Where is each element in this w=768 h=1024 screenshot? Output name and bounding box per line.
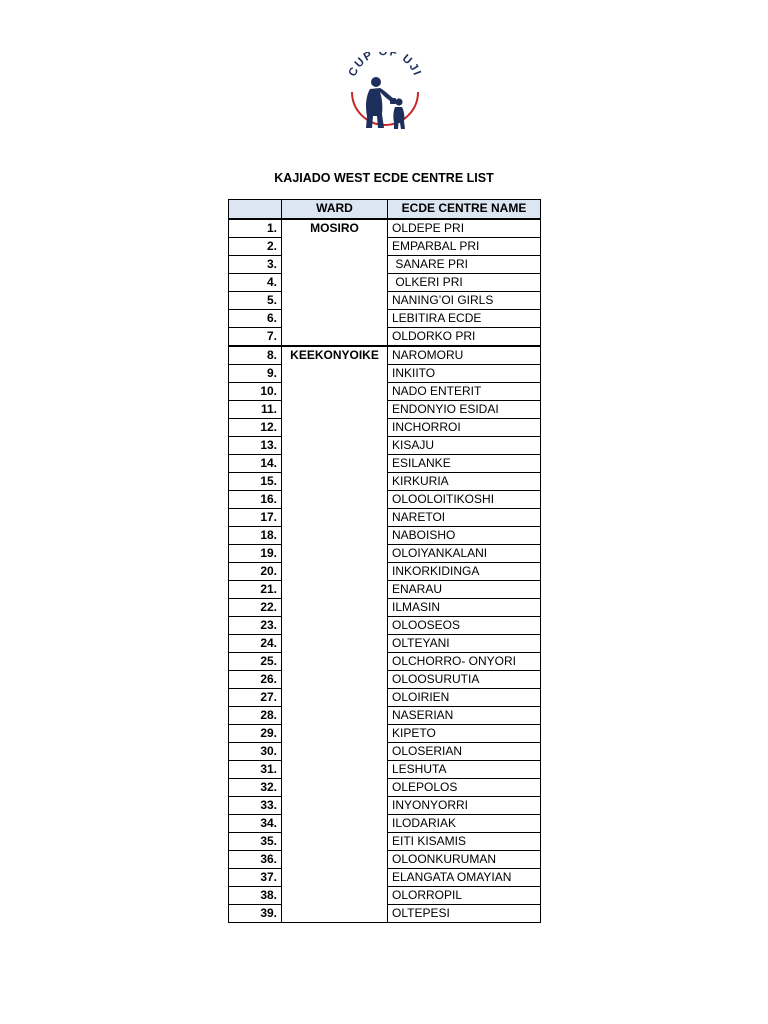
centre-name: INCHORROI: [388, 418, 541, 436]
row-number: 9.: [229, 364, 282, 382]
centre-name: NARETOI: [388, 508, 541, 526]
row-number: 31.: [229, 760, 282, 778]
row-number: 5.: [229, 291, 282, 309]
adult-figure-icon: [366, 77, 394, 128]
centre-name: OLEPOLOS: [388, 778, 541, 796]
centre-name: ENARAU: [388, 580, 541, 598]
row-number: 7.: [229, 327, 282, 346]
row-number: 20.: [229, 562, 282, 580]
row-number: 17.: [229, 508, 282, 526]
row-number: 13.: [229, 436, 282, 454]
row-number: 16.: [229, 490, 282, 508]
centre-name: OLTEYANI: [388, 634, 541, 652]
row-number: 10.: [229, 382, 282, 400]
row-number: 26.: [229, 670, 282, 688]
centre-name: EITI KISAMIS: [388, 832, 541, 850]
row-number: 3.: [229, 255, 282, 273]
row-number: 4.: [229, 273, 282, 291]
table-header-row: [229, 200, 541, 219]
ecde-centre-table: [228, 199, 541, 923]
centre-name: LEBITIRA ECDE: [388, 309, 541, 327]
centre-name: OLOIRIEN: [388, 688, 541, 706]
row-number: 27.: [229, 688, 282, 706]
centre-name: OLOOSEOS: [388, 616, 541, 634]
centre-name: NAROMORU: [388, 346, 541, 365]
row-number: 8.: [229, 346, 282, 365]
row-number: 38.: [229, 886, 282, 904]
row-number: 21.: [229, 580, 282, 598]
cup-icon: [390, 98, 396, 104]
logo-text: CUP OF UJI: [346, 52, 424, 79]
row-number: 6.: [229, 309, 282, 327]
row-number: 22.: [229, 598, 282, 616]
row-number: 11.: [229, 400, 282, 418]
row-number: 33.: [229, 796, 282, 814]
row-number: 30.: [229, 742, 282, 760]
header-ward: WARD: [282, 200, 388, 219]
centre-name: OLDORKO PRI: [388, 327, 541, 346]
centre-name: KIRKURIA: [388, 472, 541, 490]
ward-name: KEEKONYOIKE: [282, 346, 388, 923]
centre-name: ENDONYIO ESIDAI: [388, 400, 541, 418]
centre-name: OLOONKURUMAN: [388, 850, 541, 868]
centre-name: NADO ENTERIT: [388, 382, 541, 400]
header-centre-name: ECDE CENTRE NAME: [388, 200, 541, 219]
row-number: 25.: [229, 652, 282, 670]
row-number: 34.: [229, 814, 282, 832]
centre-name: ELANGATA OMAYIAN: [388, 868, 541, 886]
row-number: 2.: [229, 237, 282, 255]
centre-name: LESHUTA: [388, 760, 541, 778]
centre-name: INKORKIDINGA: [388, 562, 541, 580]
centre-name: SANARE PRI: [388, 255, 541, 273]
centre-name: OLOOLOITIKOSHI: [388, 490, 541, 508]
ward-name: MOSIRO: [282, 219, 388, 346]
row-number: 19.: [229, 544, 282, 562]
centre-name: OLOSERIAN: [388, 742, 541, 760]
centre-name: KISAJU: [388, 436, 541, 454]
centre-name: OLOOSURUTIA: [388, 670, 541, 688]
centre-name: INYONYORRI: [388, 796, 541, 814]
row-number: 14.: [229, 454, 282, 472]
cup-of-uji-logo: [340, 52, 430, 136]
centre-name: ILODARIAK: [388, 814, 541, 832]
table-row: [229, 219, 541, 238]
centre-name: NANING’OI GIRLS: [388, 291, 541, 309]
row-number: 37.: [229, 868, 282, 886]
row-number: 23.: [229, 616, 282, 634]
centre-name: OLTEPESI: [388, 904, 541, 922]
row-number: 24.: [229, 634, 282, 652]
centre-name: EMPARBAL PRI: [388, 237, 541, 255]
table-row: [229, 346, 541, 365]
row-number: 29.: [229, 724, 282, 742]
centre-name: OLOIYANKALANI: [388, 544, 541, 562]
row-number: 15.: [229, 472, 282, 490]
centre-name: OLKERI PRI: [388, 273, 541, 291]
centre-name: NABOISHO: [388, 526, 541, 544]
row-number: 32.: [229, 778, 282, 796]
row-number: 39.: [229, 904, 282, 922]
centre-name: OLCHORRO- ONYORI: [388, 652, 541, 670]
document-title: KAJIADO WEST ECDE CENTRE LIST: [274, 171, 494, 185]
row-number: 28.: [229, 706, 282, 724]
centre-name: ILMASIN: [388, 598, 541, 616]
row-number: 1.: [229, 219, 282, 238]
centre-name: ESILANKE: [388, 454, 541, 472]
row-number: 35.: [229, 832, 282, 850]
centre-name: INKIITO: [388, 364, 541, 382]
row-number: 18.: [229, 526, 282, 544]
row-number: 12.: [229, 418, 282, 436]
row-number: 36.: [229, 850, 282, 868]
header-number: [229, 200, 282, 219]
centre-name: OLDEPE PRI: [388, 219, 541, 238]
centre-name: OLORROPIL: [388, 886, 541, 904]
centre-name: KIPETO: [388, 724, 541, 742]
centre-name: NASERIAN: [388, 706, 541, 724]
